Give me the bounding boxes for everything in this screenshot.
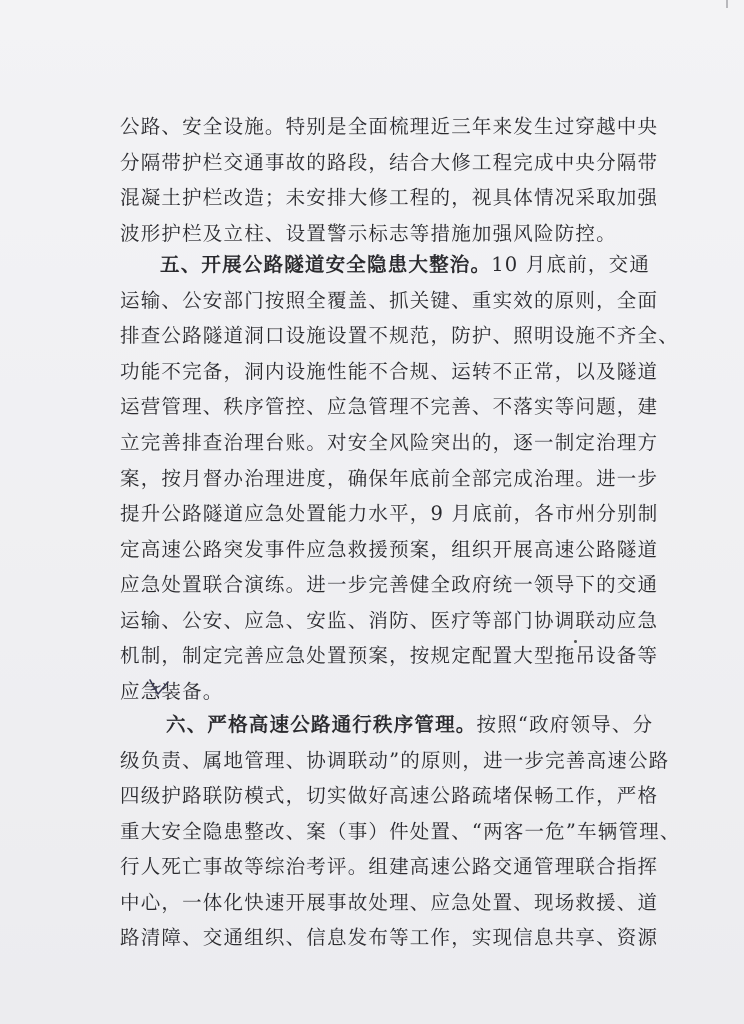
section-5-line-3: 功能不完备，洞内设施性能不合规、运转不正常，以及隧道 — [120, 360, 659, 383]
section-5-line-12: 应急装备。 — [120, 680, 224, 703]
section-6-line-6: 路清障、交通组织、信息发布等工作，实现信息共享、资源 — [120, 926, 659, 949]
section-6-line-4: 行人死亡事故等综治考评。组建高速公路交通管理联合指挥 — [120, 855, 659, 878]
paragraph-1-line-3: 混凝土护栏改造；未安排大修工程的，视具体情况采取加强 — [120, 186, 659, 209]
section-6-line-5: 中心，一体化快速开展事故处理、应急处置、现场救援、道 — [120, 891, 659, 914]
section-5-first-line-rest: 10 月底前，交通 — [491, 253, 651, 276]
section-6-heading: 六、严格高速公路通行秩序管理。 — [166, 713, 477, 736]
section-5-line-7: 提升公路隧道应急处置能力水平，9 月底前，各市州分别制 — [120, 502, 659, 525]
scan-speck — [574, 640, 577, 643]
section-6-line-3: 重大安全隐患整改、案（事）件处置、“两客一危”车辆管理、 — [120, 820, 681, 843]
section-6-line-1: 级负责、属地管理、协调联动”的原则，进一步完善高速公路 — [120, 749, 670, 772]
section-5-line-2: 排查公路隧道洞口设施设置不规范，防护、照明设施不齐全、 — [120, 324, 679, 347]
section-5-line-4: 运营管理、秩序管控、应急管理不完善、不落实等问题，建 — [120, 395, 659, 418]
section-6-first-line-rest: 按照“政府领导、分 — [476, 713, 654, 736]
section-5-line-9: 应急处置联合演练。进一步完善健全政府统一领导下的交通 — [120, 573, 659, 596]
paragraph-1-line-1: 公路、安全设施。特别是全面梳理近三年来发生过穿越中央 — [120, 115, 659, 138]
section-6-first-line — [166, 710, 654, 740]
scan-edge-mark — [726, 0, 728, 8]
section-5-line-5: 立完善排查治理台账。对安全风险突出的，逐一制定治理方 — [120, 431, 659, 454]
section-5-line-10: 运输、公安、应急、安监、消防、医疗等部门协调联动应急 — [120, 609, 659, 632]
handwritten-mark-icon — [148, 676, 170, 698]
section-5-line-1: 运输、公安部门按照全覆盖、抓关键、重实效的原则，全面 — [120, 289, 659, 312]
section-5-first-line — [160, 250, 651, 280]
section-6-line-2: 四级护路联防模式，切实做好高速公路疏堵保畅工作，严格 — [120, 784, 659, 807]
paragraph-1-line-4: 波形护栏及立柱、设置警示标志等措施加强风险防控。 — [120, 222, 617, 245]
section-5-line-8: 定高速公路突发事件应急救援预案，组织开展高速公路隧道 — [120, 538, 659, 561]
section-5-line-11: 机制，制定完善应急处置预案，按规定配置大型拖吊设备等 — [120, 644, 659, 667]
section-5-heading: 五、开展公路隧道安全隐患大整治。 — [160, 253, 492, 276]
paragraph-1-line-2: 分隔带护栏交通事故的路段，结合大修工程完成中央分隔带 — [120, 151, 659, 174]
section-5-line-6: 案，按月督办治理进度，确保年底前全部完成治理。进一步 — [120, 467, 659, 490]
